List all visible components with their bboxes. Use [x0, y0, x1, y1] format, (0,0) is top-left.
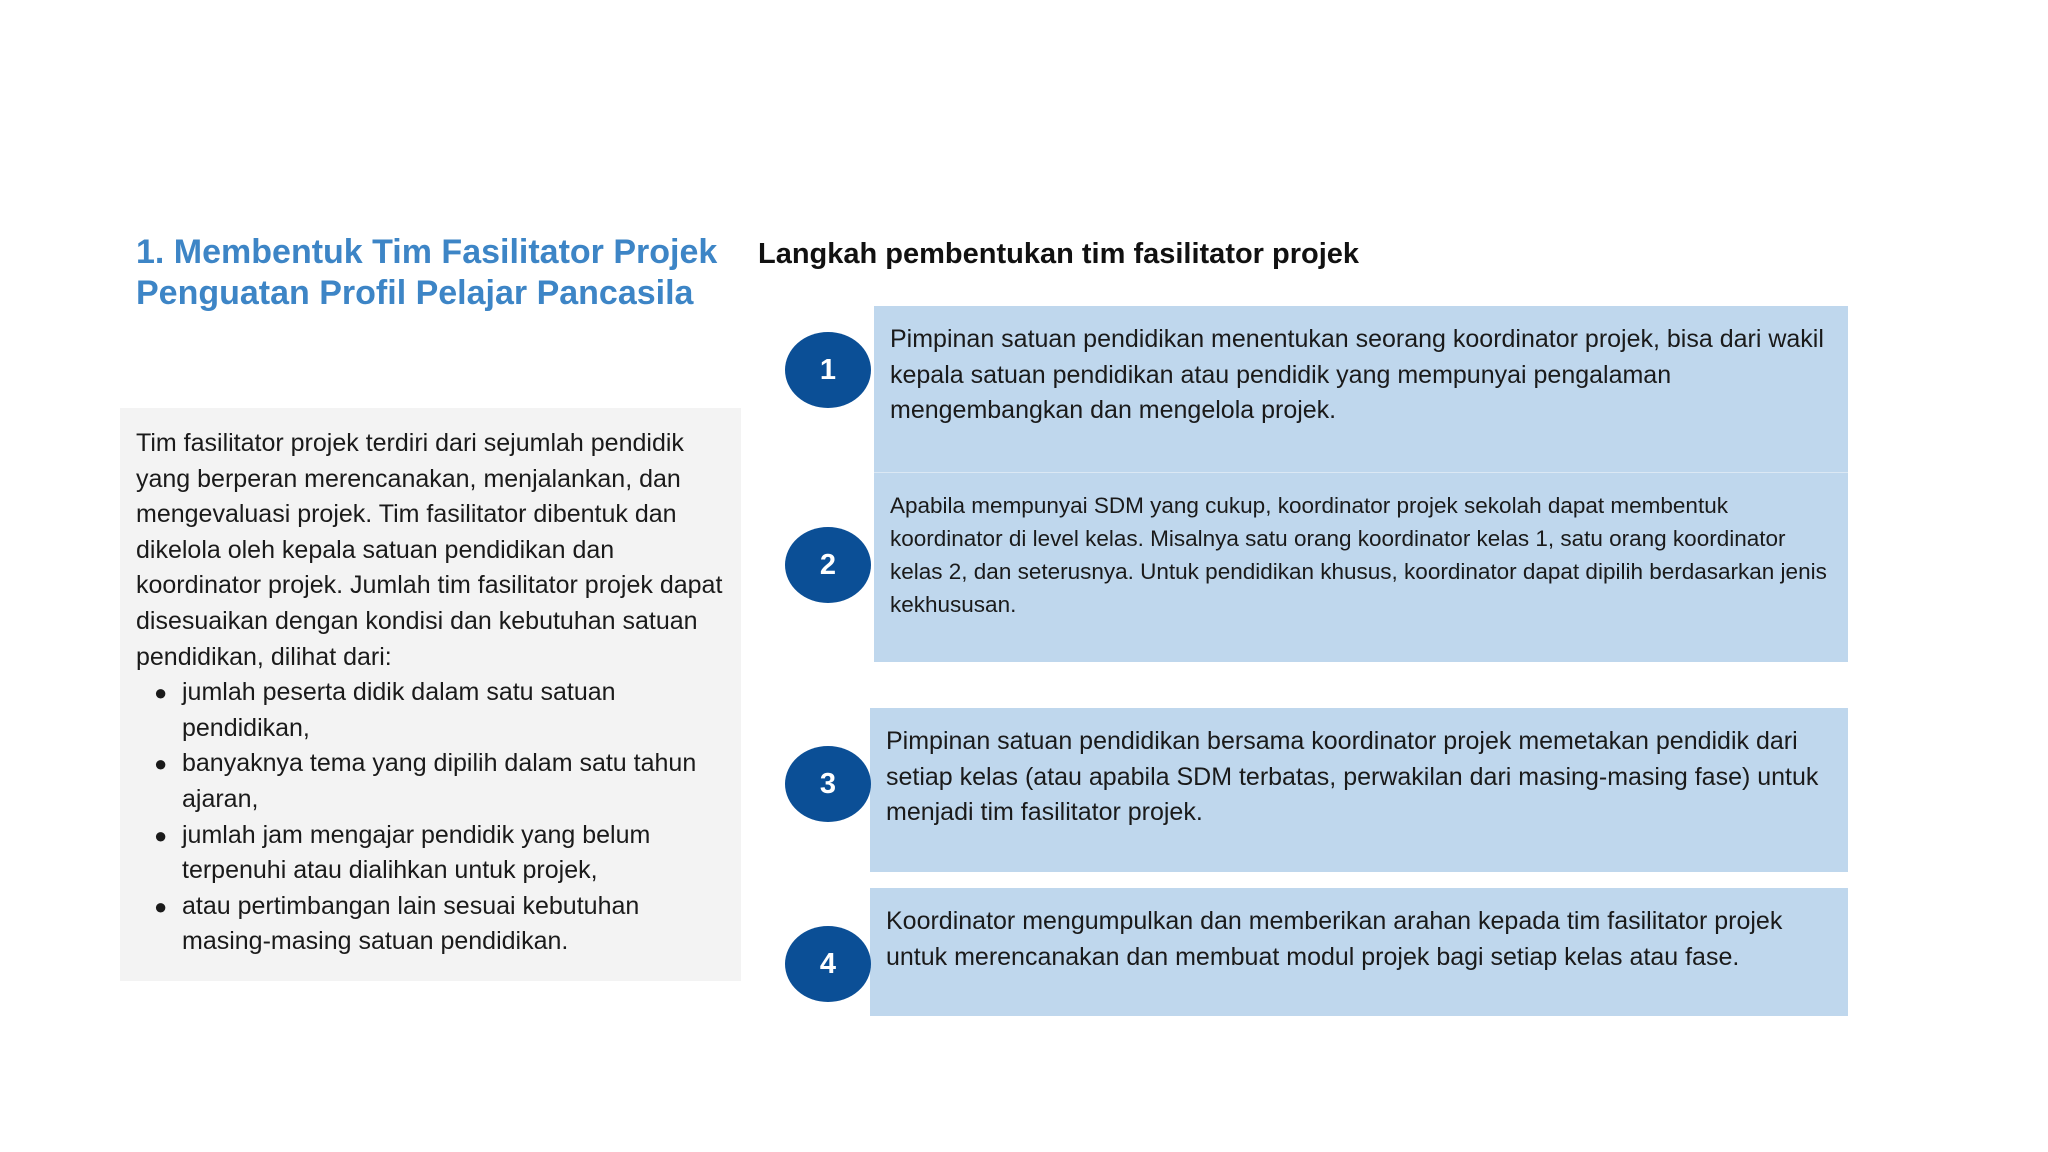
step-number-badge-4: 4 — [785, 926, 871, 1002]
step-box-4 — [870, 888, 1848, 1016]
info-paragraph: Tim fasilitator projek terdiri dari sejumlah pendidik yang berperan merencanakan, menjalankan, dan mengevaluasi projek. Tim fasilitator dibentuk dan dikelola oleh kepala satuan pendidikan dan koordinator projek. Jumlah tim fasilitator projek dapat disesuaikan dengan kondisi dan kebutuhan satuan pendidikan, dilihat dari: — [136, 429, 723, 671]
list-item — [136, 746, 725, 817]
step-box-2 — [874, 472, 1848, 662]
step-box-3 — [870, 708, 1848, 872]
info-box — [120, 408, 741, 981]
bullet-icon: ● — [154, 680, 168, 706]
list-item — [136, 675, 725, 746]
bullet-icon: ● — [154, 822, 168, 848]
step-number-badge-1: 1 — [785, 332, 871, 408]
step-text-3: Pimpinan satuan pendidikan bersama koordinator projek memetakan pendidik dari setiap kelas (atau apabila SDM terbatas, perwakilan dari masing-masing fase) untuk menjadi tim fasilitator projek. — [886, 727, 1819, 827]
list-item — [136, 889, 725, 960]
section-title: 1. Membentuk Tim Fasilitator Projek Penguatan Profil Pelajar Pancasila — [136, 233, 718, 312]
bullet-icon: ● — [154, 751, 168, 777]
list-item-text: jumlah peserta didik dalam satu satuan pendidikan, — [182, 678, 616, 742]
step-text-4: Koordinator mengumpulkan dan memberikan arahan kepada tim fasilitator projek untuk merencanakan dan membuat modul projek bagi setiap kelas atau fase. — [886, 907, 1783, 971]
list-item-text: banyaknya tema yang dipilih dalam satu tahun ajaran, — [182, 749, 697, 813]
steps-title: Langkah pembentukan tim fasilitator projek — [758, 238, 1360, 270]
step-number-badge-3: 3 — [785, 746, 871, 822]
step-number-badge-2: 2 — [785, 527, 871, 603]
list-item-text: atau pertimbangan lain sesuai kebutuhan masing-masing satuan pendidikan. — [182, 891, 640, 956]
info-list — [136, 675, 725, 960]
step-text-1: Pimpinan satuan pendidikan menentukan seorang koordinator projek, bisa dari wakil kepala satuan pendidikan atau pendidik yang mempunyai pengalaman mengembangkan dan mengelola projek. — [890, 325, 1824, 425]
bullet-icon: ● — [154, 893, 168, 919]
list-item — [136, 818, 725, 889]
list-item-text: jumlah jam mengajar pendidik yang belum terpenuhi atau dialihkan untuk projek, — [182, 820, 651, 885]
step-box-1 — [874, 306, 1848, 472]
step-text-2: Apabila mempunyai SDM yang cukup, koordinator projek sekolah dapat membentuk koordinator di level kelas. Misalnya satu orang koordinator kelas 1, satu orang koordinator kelas 2, dan seterusnya. Untuk pendidikan khusus, koordinator dapat dipilih berdasarkan jenis kekhususan. — [890, 493, 1827, 617]
